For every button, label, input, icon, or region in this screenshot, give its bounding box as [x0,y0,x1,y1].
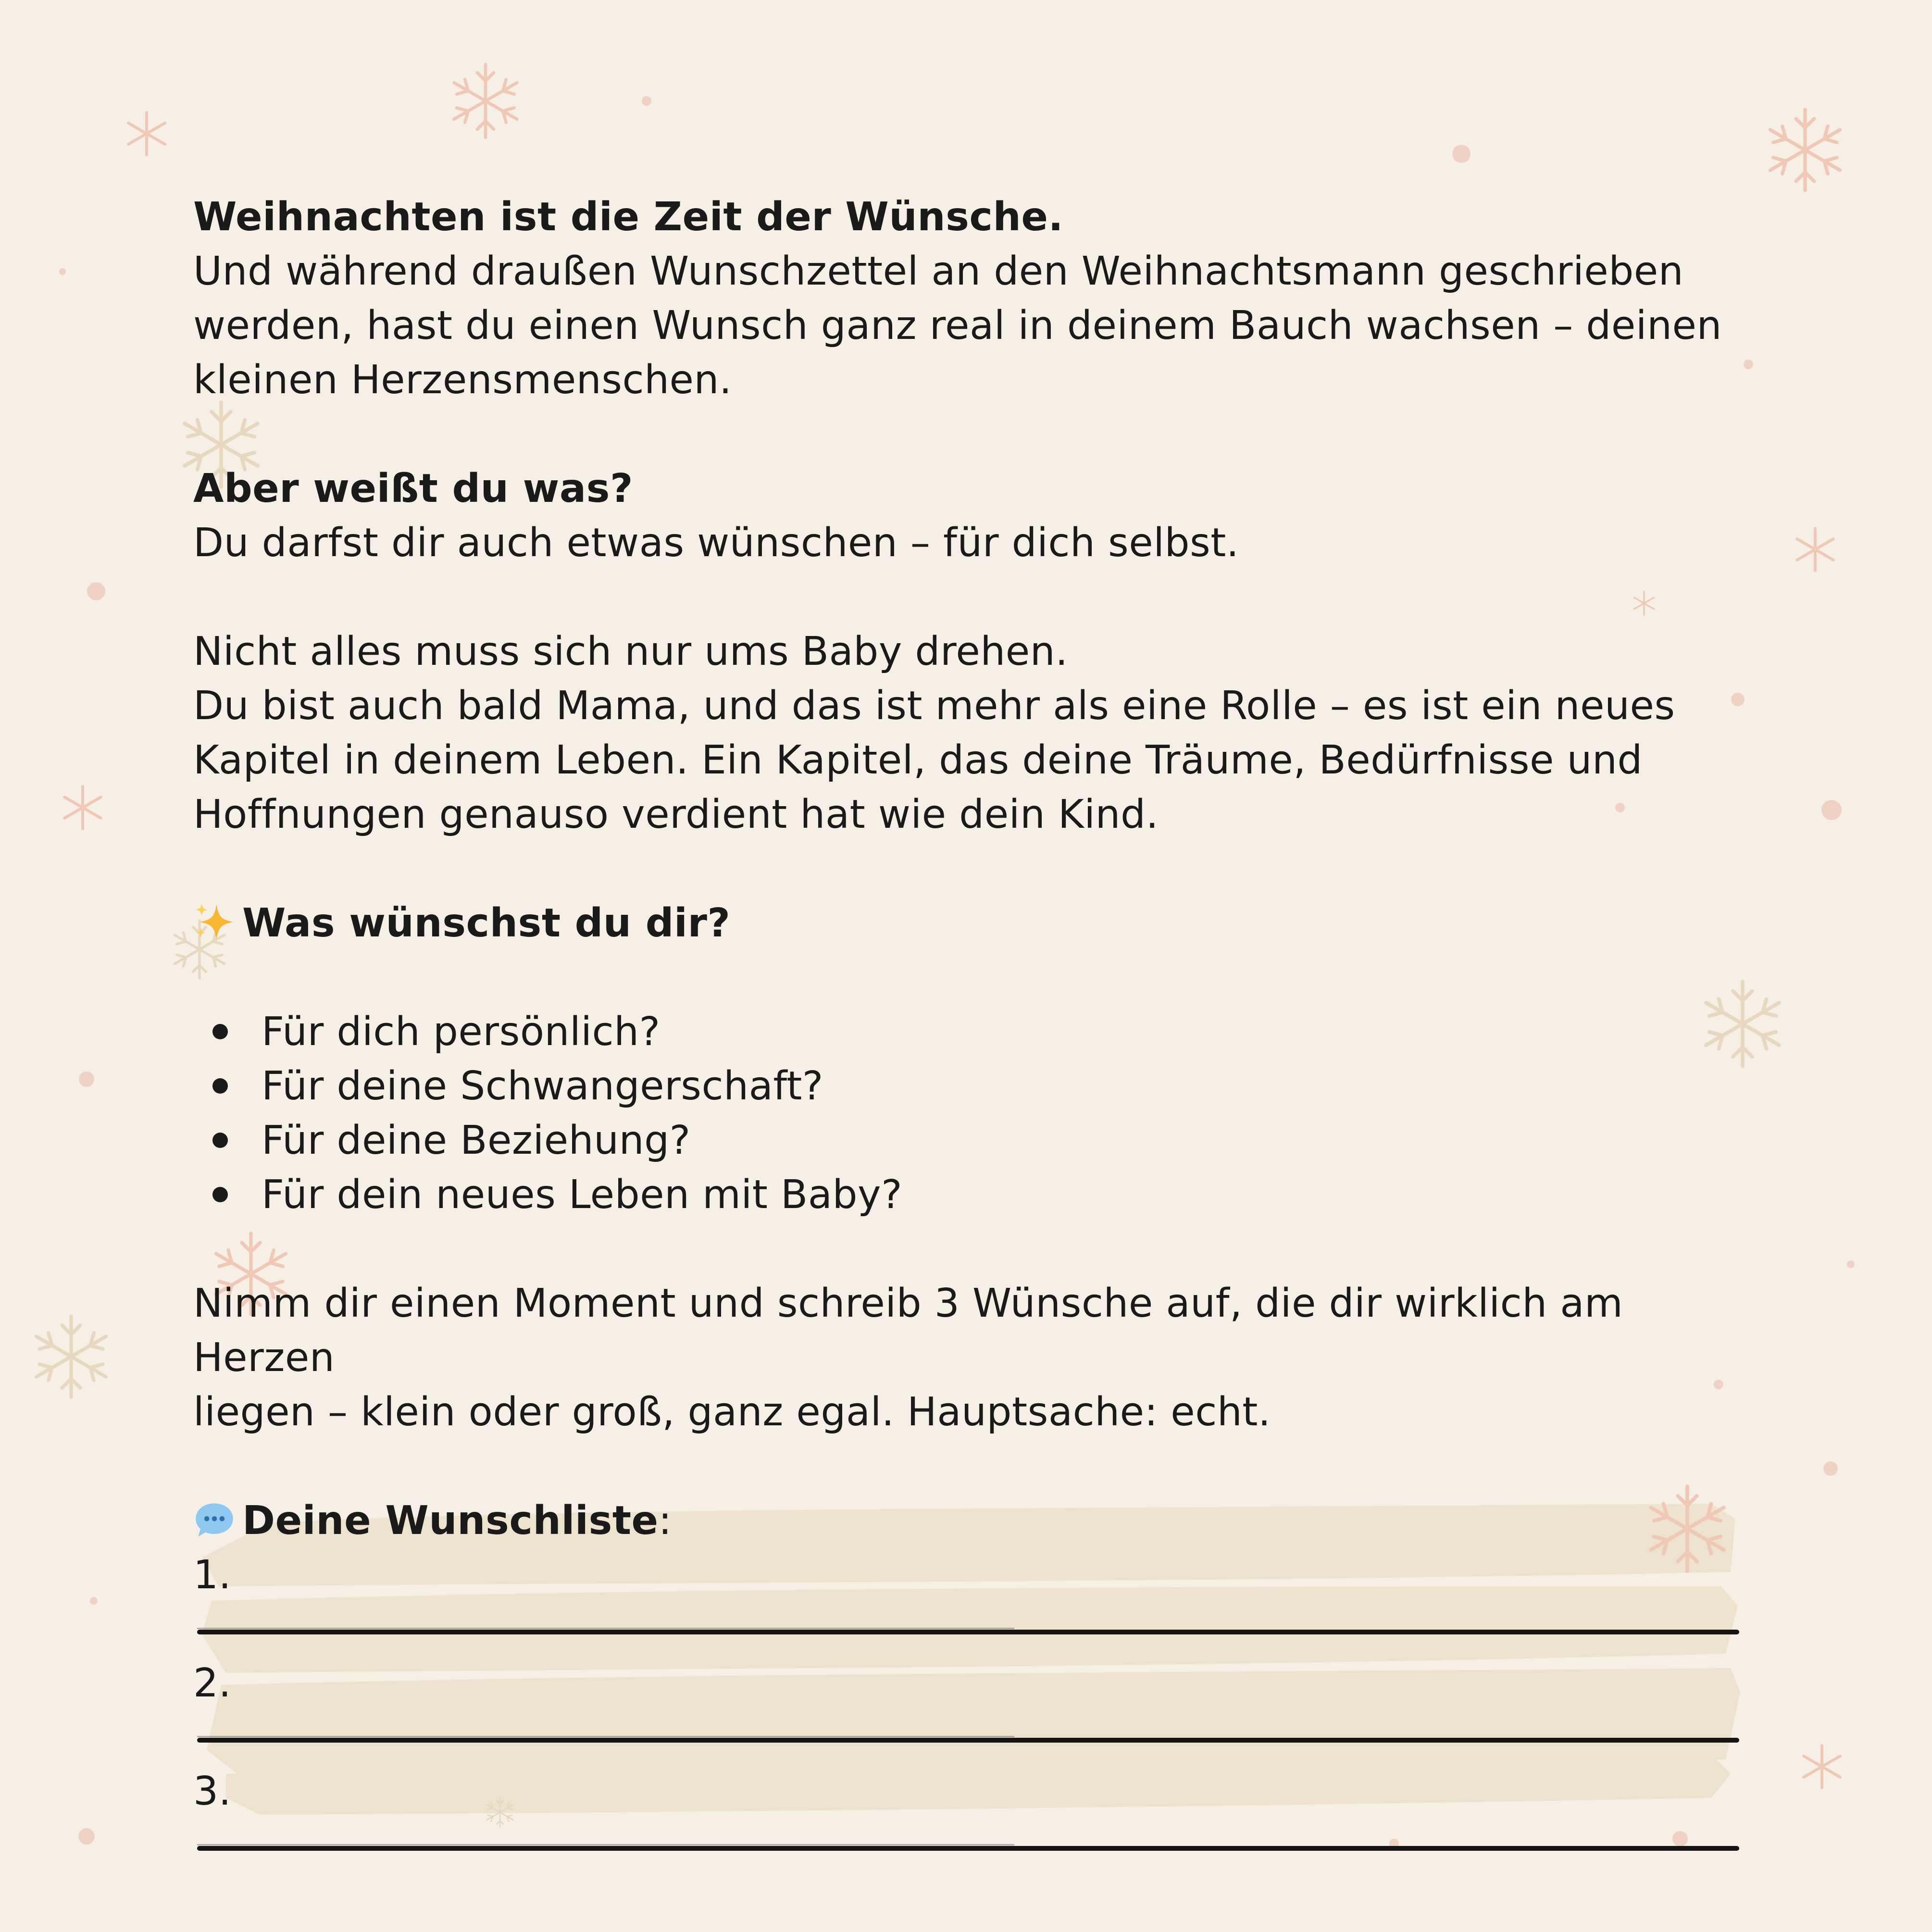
wishlist [193,1548,1760,1872]
intro-line: kleinen Herzensmenschen. [193,357,732,403]
wish-number: 1. [193,1552,232,1598]
wish-number: 2. [193,1660,232,1706]
speech-bubble-icon [193,1498,236,1541]
question-heading: Was wünschst du dir? [242,900,731,946]
section3-line: Kapitel in deinem Leben. Ein Kapitel, das deine Träume, Bedürfnisse und [193,737,1643,783]
instruction-line: liegen – klein oder groß, ganz egal. Hauptsache: echt. [193,1389,1271,1435]
spacer [193,1439,1760,1494]
list-item: Für dich persönlich? [193,1005,1760,1059]
wish-entry-3[interactable] [193,1764,1760,1872]
list-item: Für dein neues Leben mit Baby? [193,1168,1760,1222]
writing-line [197,1738,1739,1743]
list-item: Für deine Schwangerschaft? [193,1059,1760,1113]
spacer [193,950,1760,1005]
section2-heading: Aber weißt du was? [193,466,634,511]
list-item: Für deine Beziehung? [193,1113,1760,1168]
question-heading-row [193,896,1760,950]
section3-line: Nicht alles muss sich nur ums Baby drehen. [193,629,1068,674]
intro-heading: Weihnachten ist die Zeit der Wünsche. [193,194,1064,240]
wish-number: 3. [193,1769,232,1814]
spacer [193,407,1760,461]
sparkles-icon [193,901,236,943]
wish-categories-list [193,1005,1760,1222]
instruction-line: Nimm dir einen Moment und schreib 3 Wünsche auf, die dir wirklich am Herzen [193,1281,1623,1381]
spacer [193,842,1760,896]
intro-line: Und während draußen Wunschzettel an den Weihnachtsmann geschrieben [193,249,1684,294]
wishlist-heading: Deine Wunschliste [242,1498,659,1544]
wishlist-colon: : [658,1498,672,1544]
wish-entry-2[interactable] [193,1656,1760,1764]
writing-line [197,1846,1739,1851]
spacer [193,570,1760,624]
intro-line: werden, hast du einen Wunsch ganz real in deinem Bauch wachsen – deinen [193,303,1722,349]
section3-line: Hoffnungen genauso verdient hat wie dein Kind. [193,792,1159,837]
writing-line [197,1630,1739,1634]
spacer [193,1222,1760,1276]
wish-entry-1[interactable] [193,1548,1760,1656]
section2-line: Du darfst dir auch etwas wünschen – für dich selbst. [193,520,1239,566]
section3-line: Du bist auch bald Mama, und das ist mehr als eine Rolle – es ist ein neues [193,683,1675,729]
wishlist-heading-row [193,1494,1760,1548]
letter-content [193,190,1760,1872]
